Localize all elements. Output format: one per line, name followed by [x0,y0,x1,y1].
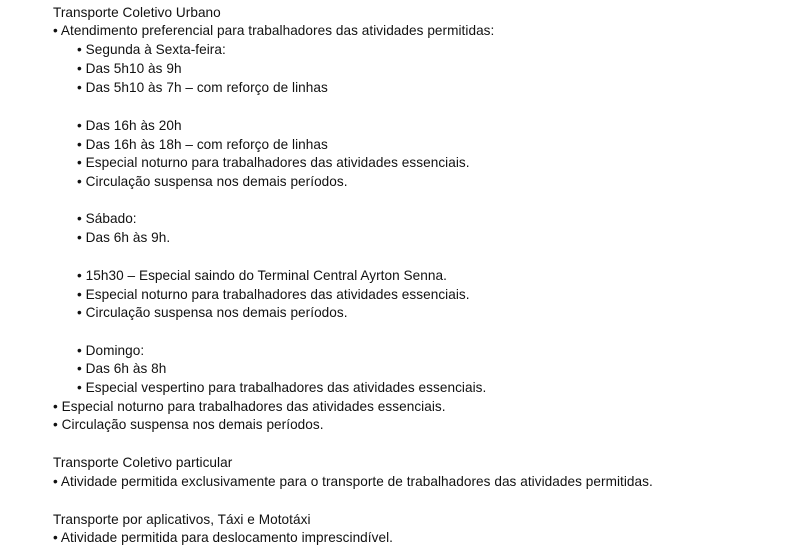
saturday-label: • Sábado: [77,211,137,226]
list-item: • Circulação suspensa nos demais períodos. [77,174,348,189]
sunday-label: • Domingo: [77,343,145,358]
list-item: • Das 16h às 18h – com reforço de linhas [77,137,328,152]
weekday-label: • Segunda à Sexta-feira: [77,42,226,57]
list-item: • Especial noturno para trabalhadores das atividades essenciais. [53,399,446,414]
section-title-urbano: Transporte Coletivo Urbano [53,5,221,20]
list-item: • Circulação suspensa nos demais períodos. [77,305,348,320]
list-item: • 15h30 – Especial saindo do Terminal Central Ayrton Senna. [77,268,447,283]
list-item: • Circulação suspensa nos demais períodos. [53,417,324,432]
section-title-particular: Transporte Coletivo particular [53,455,233,470]
list-item: • Especial noturno para trabalhadores das atividades essenciais. [77,287,470,302]
list-item: • Especial noturno para trabalhadores das atividades essenciais. [77,155,470,170]
urbano-intro: • Atendimento preferencial para trabalhadores das atividades permitidas: [53,23,495,38]
list-item: • Das 5h10 às 7h – com reforço de linhas [77,80,328,95]
list-item: • Das 16h às 20h [77,118,182,133]
list-item: • Atividade permitida para deslocamento imprescindível. [53,530,393,545]
list-item: • Especial vespertino para trabalhadores das atividades essenciais. [77,380,487,395]
list-item: • Atividade permitida exclusivamente para o transporte de trabalhadores das atividades permitidas. [53,474,653,489]
list-item: • Das 5h10 às 9h [77,61,182,76]
list-item: • Das 6h às 9h. [77,230,171,245]
section-title-aplicativos: Transporte por aplicativos, Táxi e Mototáxi [53,512,311,527]
list-item: • Das 6h às 8h [77,361,167,376]
